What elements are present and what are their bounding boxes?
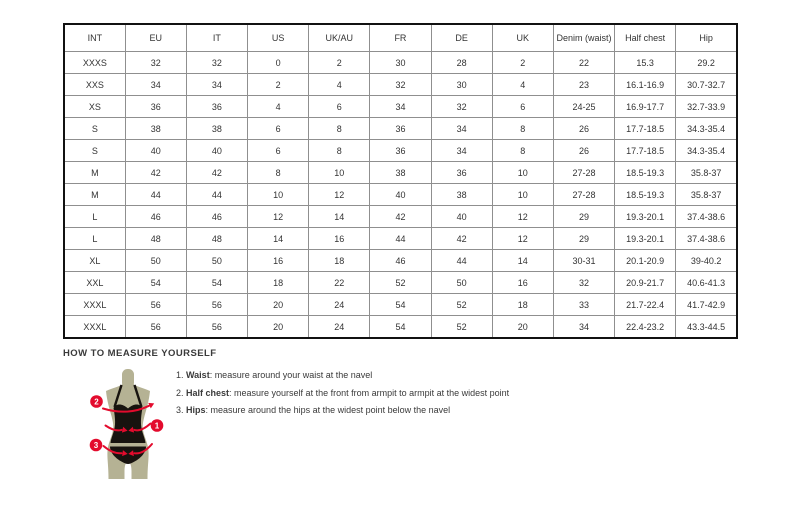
size-cell: XXL	[64, 272, 125, 294]
size-cell: 24-25	[553, 96, 614, 118]
size-cell: 14	[248, 228, 309, 250]
column-header-half-chest: Half chest	[615, 24, 676, 52]
size-row	[64, 294, 737, 316]
size-cell: 56	[186, 294, 247, 316]
size-cell: 6	[309, 96, 370, 118]
size-cell: 8	[492, 118, 553, 140]
size-cell: 32	[125, 52, 186, 74]
size-cell: 29	[553, 228, 614, 250]
size-row	[64, 272, 737, 294]
size-cell: 12	[492, 228, 553, 250]
size-cell: 2	[492, 52, 553, 74]
size-cell: 23	[553, 74, 614, 96]
column-header-it: IT	[186, 24, 247, 52]
size-cell: 4	[248, 96, 309, 118]
size-row	[64, 96, 737, 118]
size-cell: 6	[492, 96, 553, 118]
size-cell: 54	[370, 316, 431, 339]
size-cell: 20	[248, 294, 309, 316]
size-cell: 16.1-16.9	[615, 74, 676, 96]
size-cell: M	[64, 162, 125, 184]
size-cell: 36	[370, 118, 431, 140]
size-cell: L	[64, 206, 125, 228]
size-cell: 10	[248, 184, 309, 206]
size-cell: 22	[309, 272, 370, 294]
size-cell: 34.3-35.4	[676, 140, 737, 162]
size-cell: 30-31	[553, 250, 614, 272]
size-cell: 50	[431, 272, 492, 294]
size-cell: 15.3	[615, 52, 676, 74]
size-cell: 18	[492, 294, 553, 316]
size-cell: 26	[553, 140, 614, 162]
size-cell: 42	[125, 162, 186, 184]
size-cell: 42	[370, 206, 431, 228]
size-cell: 40	[125, 140, 186, 162]
size-cell: 16.9-17.7	[615, 96, 676, 118]
size-cell: XXXL	[64, 316, 125, 339]
size-cell: L	[64, 228, 125, 250]
size-row	[64, 162, 737, 184]
size-chart-body	[64, 52, 737, 339]
size-cell: 56	[125, 294, 186, 316]
size-cell: 50	[125, 250, 186, 272]
mannequin-figure	[84, 366, 168, 488]
size-cell: 33	[553, 294, 614, 316]
size-cell: 37.4-38.6	[676, 228, 737, 250]
size-cell: 2	[248, 74, 309, 96]
size-cell: 30	[370, 52, 431, 74]
size-cell: 14	[309, 206, 370, 228]
column-header-uk: UK	[492, 24, 553, 52]
size-cell: S	[64, 140, 125, 162]
size-cell: 6	[248, 118, 309, 140]
size-row	[64, 250, 737, 272]
size-cell: 16	[309, 228, 370, 250]
size-cell: 41.7-42.9	[676, 294, 737, 316]
size-cell: 8	[492, 140, 553, 162]
size-cell: 29.2	[676, 52, 737, 74]
size-cell: 12	[492, 206, 553, 228]
size-cell: 19.3-20.1	[615, 228, 676, 250]
size-cell: 34	[370, 96, 431, 118]
size-cell: 48	[125, 228, 186, 250]
size-cell: XL	[64, 250, 125, 272]
size-cell: 27-28	[553, 162, 614, 184]
size-cell: 44	[431, 250, 492, 272]
size-cell: 17.7-18.5	[615, 140, 676, 162]
measure-section-title: HOW TO MEASURE YOURSELF	[63, 348, 217, 359]
size-cell: 50	[186, 250, 247, 272]
size-cell: 40	[186, 140, 247, 162]
size-cell: S	[64, 118, 125, 140]
size-cell: 32.7-33.9	[676, 96, 737, 118]
size-row	[64, 52, 737, 74]
size-cell: 44	[186, 184, 247, 206]
size-cell: 18.5-19.3	[615, 162, 676, 184]
size-cell: 36	[186, 96, 247, 118]
size-cell: 54	[125, 272, 186, 294]
size-cell: 8	[309, 140, 370, 162]
size-cell: 30	[431, 74, 492, 96]
size-cell: 46	[125, 206, 186, 228]
size-cell: 46	[186, 206, 247, 228]
size-cell: 34	[186, 74, 247, 96]
size-cell: 30.7-32.7	[676, 74, 737, 96]
size-cell: 54	[370, 294, 431, 316]
size-cell: XXS	[64, 74, 125, 96]
size-cell: 37.4-38.6	[676, 206, 737, 228]
size-cell: 40	[431, 206, 492, 228]
size-cell: 10	[492, 184, 553, 206]
size-cell: 40	[370, 184, 431, 206]
size-cell: 44	[370, 228, 431, 250]
size-cell: 24	[309, 316, 370, 339]
size-cell: 26	[553, 118, 614, 140]
size-row	[64, 140, 737, 162]
column-header-us: US	[248, 24, 309, 52]
size-cell: 8	[309, 118, 370, 140]
measure-badge-2	[90, 395, 103, 408]
size-cell: XXXS	[64, 52, 125, 74]
size-row	[64, 206, 737, 228]
size-cell: 56	[186, 316, 247, 339]
size-cell: 12	[309, 184, 370, 206]
size-cell: 4	[309, 74, 370, 96]
size-cell: 42	[431, 228, 492, 250]
column-header-denim-waist-: Denim (waist)	[553, 24, 614, 52]
size-cell: 14	[492, 250, 553, 272]
size-cell: 34	[431, 118, 492, 140]
size-cell: 54	[186, 272, 247, 294]
size-cell: 34	[431, 140, 492, 162]
size-cell: 2	[309, 52, 370, 74]
size-cell: 12	[248, 206, 309, 228]
size-cell: 22	[553, 52, 614, 74]
size-row	[64, 74, 737, 96]
size-cell: M	[64, 184, 125, 206]
size-cell: 17.7-18.5	[615, 118, 676, 140]
size-cell: 20	[492, 316, 553, 339]
size-cell: 52	[431, 316, 492, 339]
size-cell: 28	[431, 52, 492, 74]
size-cell: 36	[125, 96, 186, 118]
badge-2-number: 2	[94, 397, 99, 407]
size-cell: 16	[492, 272, 553, 294]
size-cell: 16	[248, 250, 309, 272]
badge-1-number: 1	[154, 421, 160, 431]
measure-step: 1. Waist: measure around your waist at the navel	[176, 370, 373, 380]
size-cell: 18	[248, 272, 309, 294]
size-cell: 4	[492, 74, 553, 96]
measure-instructions-list	[176, 371, 509, 424]
size-cell: 38	[431, 184, 492, 206]
size-cell: 43.3-44.5	[676, 316, 737, 339]
size-chart-table	[63, 23, 738, 339]
size-cell: 10	[309, 162, 370, 184]
size-cell: 8	[248, 162, 309, 184]
size-cell: 29	[553, 206, 614, 228]
measure-badge-3	[90, 439, 103, 452]
column-header-eu: EU	[125, 24, 186, 52]
size-cell: 19.3-20.1	[615, 206, 676, 228]
size-row	[64, 316, 737, 339]
size-cell: 27-28	[553, 184, 614, 206]
size-cell: 18	[309, 250, 370, 272]
size-cell: 39-40.2	[676, 250, 737, 272]
size-cell: 56	[125, 316, 186, 339]
size-cell: 20.9-21.7	[615, 272, 676, 294]
size-cell: 0	[248, 52, 309, 74]
size-cell: 20.1-20.9	[615, 250, 676, 272]
size-row	[64, 228, 737, 250]
size-chart-header	[64, 24, 737, 52]
size-row	[64, 118, 737, 140]
size-cell: 46	[370, 250, 431, 272]
header-row	[64, 24, 737, 52]
size-cell: 32	[370, 74, 431, 96]
size-cell: 24	[309, 294, 370, 316]
size-cell: 34.3-35.4	[676, 118, 737, 140]
size-cell: 38	[186, 118, 247, 140]
size-cell: 32	[553, 272, 614, 294]
size-cell: 42	[186, 162, 247, 184]
size-cell: 32	[431, 96, 492, 118]
size-cell: 32	[186, 52, 247, 74]
size-row	[64, 184, 737, 206]
measure-step: 3. Hips: measure around the hips at the widest point below the navel	[176, 405, 451, 415]
measure-step: 2. Half chest: measure yourself at the front from armpit to armpit at the widest point	[176, 387, 510, 398]
size-cell: 35.8-37	[676, 162, 737, 184]
size-cell: 36	[370, 140, 431, 162]
size-cell: XXXL	[64, 294, 125, 316]
size-cell: 36	[431, 162, 492, 184]
measure-badge-1	[151, 419, 164, 432]
column-header-hip: Hip	[676, 24, 737, 52]
size-cell: 21.7-22.4	[615, 294, 676, 316]
size-cell: XS	[64, 96, 125, 118]
badge-3-number: 3	[93, 440, 99, 450]
column-header-uk-au: UK/AU	[309, 24, 370, 52]
column-header-int: INT	[64, 24, 125, 52]
size-cell: 35.8-37	[676, 184, 737, 206]
size-cell: 18.5-19.3	[615, 184, 676, 206]
size-cell: 44	[125, 184, 186, 206]
size-cell: 38	[125, 118, 186, 140]
size-cell: 10	[492, 162, 553, 184]
size-cell: 22.4-23.2	[615, 316, 676, 339]
column-header-de: DE	[431, 24, 492, 52]
size-cell: 34	[553, 316, 614, 339]
column-header-fr: FR	[370, 24, 431, 52]
size-cell: 6	[248, 140, 309, 162]
size-cell: 20	[248, 316, 309, 339]
size-cell: 34	[125, 74, 186, 96]
size-cell: 38	[370, 162, 431, 184]
size-cell: 52	[431, 294, 492, 316]
size-cell: 48	[186, 228, 247, 250]
size-cell: 40.6-41.3	[676, 272, 737, 294]
size-cell: 52	[370, 272, 431, 294]
